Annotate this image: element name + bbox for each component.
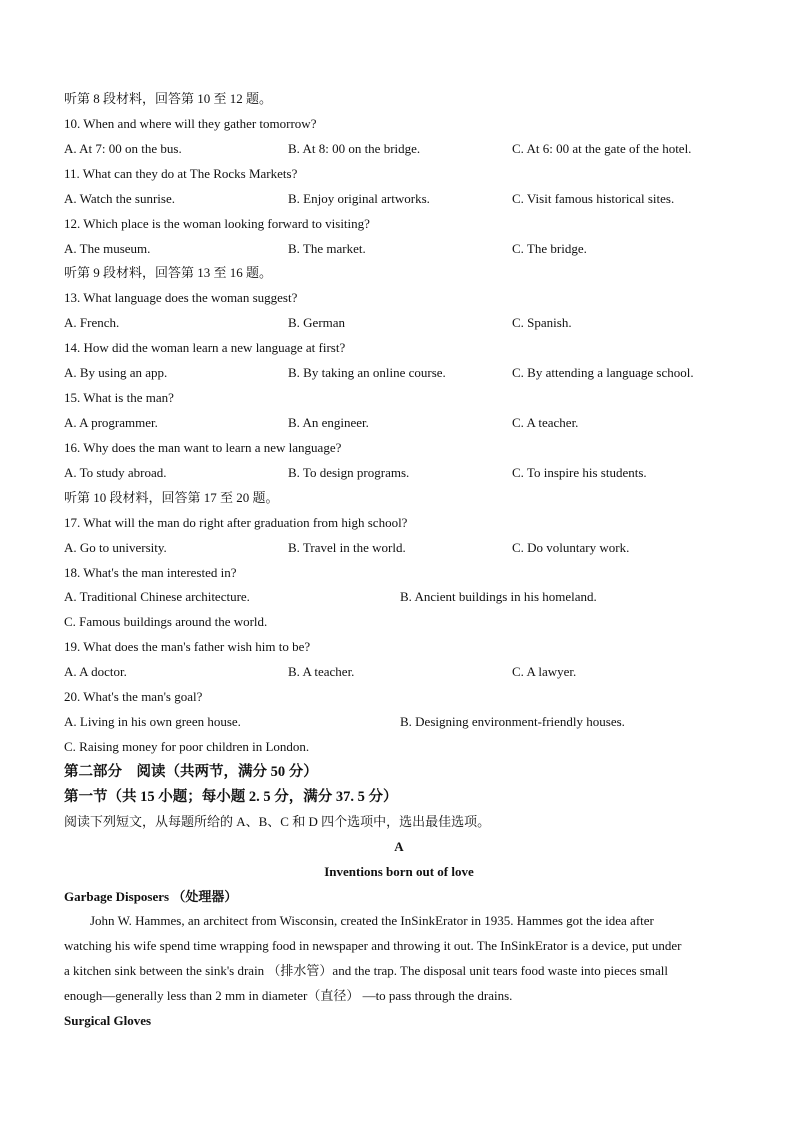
- option-a: A. Living in his own green house.: [64, 714, 241, 730]
- question-16: 16. Why does the man want to learn a new language?: [64, 439, 342, 455]
- option-c: C. At 6: 00 at the gate of the hotel.: [512, 140, 692, 156]
- question-13: 13. What language does the woman suggest?: [64, 290, 298, 306]
- option-b: B. To design programs.: [288, 464, 410, 480]
- option-c: C. To inspire his students.: [512, 464, 647, 480]
- option-a: A. By using an app.: [64, 365, 168, 381]
- paragraph-line: John W. Hammes, an architect from Wisconsin, created the InSinkErator in 1935. Hammes got the idea after: [90, 913, 654, 929]
- option-c: C. Visit famous historical sites.: [512, 190, 675, 206]
- paragraph-line: enough—generally less than 2 mm in diameter（直径） —to pass through the drains.: [64, 988, 513, 1004]
- option-b: B. The market.: [288, 240, 366, 256]
- question-17: 17. What will the man do right after graduation from high school?: [64, 514, 408, 530]
- option-a: A. At 7: 00 on the bus.: [64, 140, 182, 156]
- option-c: C. The bridge.: [512, 240, 587, 256]
- part-two-heading: 第二部分 阅读（共两节，满分 50 分）: [64, 763, 318, 780]
- question-14: 14. How did the woman learn a new language at first?: [64, 340, 346, 356]
- option-c: C. Raising money for poor children in London.: [64, 738, 310, 754]
- options-17: [64, 536, 734, 561]
- option-c: C. A lawyer.: [512, 664, 577, 680]
- passage-letter: A: [394, 838, 404, 854]
- option-b: B. By taking an online course.: [288, 365, 446, 381]
- question-18: 18. What's the man interested in?: [64, 564, 237, 580]
- section-instruction: 听第 8 段材料，回答第 10 至 12 题。: [64, 91, 273, 106]
- section-instruction: 听第 9 段材料，回答第 13 至 16 题。: [64, 265, 273, 281]
- options-18: [64, 585, 734, 610]
- option-a: A. Traditional Chinese architecture.: [64, 589, 250, 605]
- paragraph-line: a kitchen sink between the sink's drain （排水管）and the trap. The disposal unit tears food waste into pieces small: [64, 963, 668, 979]
- option-b: B. German: [288, 315, 346, 331]
- option-b: B. Designing environment-friendly houses.: [400, 714, 625, 730]
- options-16: [64, 461, 734, 486]
- question-11: 11. What can they do at The Rocks Markets?: [64, 165, 298, 181]
- option-a: A. To study abroad.: [64, 464, 167, 480]
- subheading-garbage-disposers: Garbage Disposers （处理器）: [64, 888, 238, 904]
- subheading-surgical-gloves: Surgical Gloves: [64, 1013, 152, 1029]
- option-a: A. The museum.: [64, 240, 151, 256]
- option-b: B. A teacher.: [288, 664, 355, 680]
- options-14: [64, 361, 734, 386]
- exam-page: [64, 87, 734, 1034]
- option-c: C. Spanish.: [512, 315, 572, 331]
- option-b: B. Travel in the world.: [288, 539, 406, 555]
- question-15: 15. What is the man?: [64, 390, 174, 406]
- option-c: C. Do voluntary work.: [512, 539, 630, 555]
- option-a: A. Watch the sunrise.: [64, 190, 175, 206]
- question-19: 19. What does the man's father wish him to be?: [64, 639, 311, 655]
- paragraph-line: watching his wife spend time wrapping food in newspaper and throwing it out. The InSinkErator is a device, put under: [64, 938, 682, 954]
- option-b: B. Enjoy original artworks.: [288, 190, 430, 206]
- options-15: [64, 411, 734, 436]
- option-a: A. A programmer.: [64, 414, 158, 430]
- question-20: 20. What's the man's goal?: [64, 689, 203, 705]
- section-instruction: 听第 10 段材料，回答第 17 至 20 题。: [64, 489, 279, 505]
- option-c: C. Famous buildings around the world.: [64, 614, 268, 630]
- option-a: A. French.: [64, 315, 120, 331]
- options-13: [64, 311, 734, 336]
- option-b: B. At 8: 00 on the bridge.: [288, 140, 421, 156]
- option-a: A. A doctor.: [64, 664, 127, 680]
- option-c: C. A teacher.: [512, 414, 579, 430]
- options-11: [64, 187, 734, 212]
- options-19: [64, 660, 734, 685]
- options-12: [64, 237, 734, 262]
- option-a: A. Go to university.: [64, 539, 167, 555]
- question-10: 10. When and where will they gather tomorrow?: [64, 115, 317, 131]
- passage-title: Inventions born out of love: [324, 863, 474, 879]
- question-12: 12. Which place is the woman looking forward to visiting?: [64, 215, 370, 231]
- options-20: [64, 710, 734, 735]
- options-10: [64, 137, 734, 162]
- section-one-heading: 第一节（共 15 小题；每小题 2. 5 分，满分 37. 5 分）: [64, 788, 398, 805]
- reading-instruction: 阅读下列短文，从每题所给的 A、B、C 和 D 四个选项中，选出最佳选项。: [64, 813, 491, 829]
- option-b: B. Ancient buildings in his homeland.: [400, 589, 597, 605]
- option-c: C. By attending a language school.: [512, 365, 694, 381]
- option-b: B. An engineer.: [288, 414, 369, 430]
